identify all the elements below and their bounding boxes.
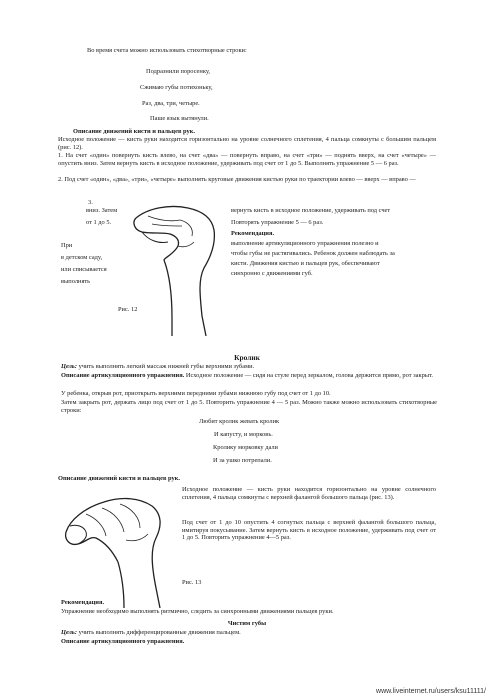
figure-caption: Рис. 12: [118, 306, 138, 313]
poem-line: Сжимаю губы потихоньку,: [140, 84, 213, 91]
poem-line: И капусту, и морковь.: [214, 431, 273, 438]
text-line: синхронно с движениями губ.: [231, 270, 313, 277]
poem-line: Паше язык вытянули.: [150, 115, 209, 122]
watermark-url: www.liveinternet.ru/users/ksu11111/: [376, 688, 486, 695]
text-line: чтобы губы не растягивались. Ребенок должен наблюдать за: [231, 250, 395, 257]
text-line: При: [61, 242, 73, 249]
hand-figure-12: [118, 196, 228, 336]
exercise-title: Чистим губы: [227, 620, 267, 627]
goal-text: учить выполнять дифференцированные движения пальцем.: [76, 629, 241, 636]
paragraph: Упражнение необходимо выполнять ритмично, следить за синхронными движениями пальцев руки.: [61, 608, 334, 615]
paragraph: 2. Под счет «один», «два», «три», «четыре» выполнять круговые движения кистью руки по траектории влево — вверх — вправо —: [58, 176, 416, 183]
text-line: или списывается: [61, 266, 107, 273]
paragraph: Затем закрыть рот, держать лицо под счет от 1 до 5. Повторить упражнение 4 — 5 раз. Можно также можно использовать стихотворные строки:: [61, 399, 437, 414]
recommend-label: Рекомендация.: [231, 230, 275, 237]
poem-line: Подразнили поросенку,: [146, 68, 210, 75]
section-heading: Описание движений кисти и пальцев рук.: [58, 475, 180, 482]
paragraph: Исходное положение — кисть руки находится горизонтально на уровне солнечного сплетения, 4 пальца сомкнуты с верхней фалангой большого пальца (рис. 13).: [182, 486, 436, 501]
description-label: Описание артикуляционного упражнения.: [61, 638, 185, 645]
hand-figure-13: [56, 484, 180, 608]
text-line: кисти. Движения кистью и пальцев рук, обеспечивают: [231, 260, 380, 267]
description-line: [61, 372, 437, 380]
list-marker: 3.: [88, 199, 93, 206]
section-heading: Описание движений кисти и пальцев рук.: [73, 128, 195, 135]
poem-line: Любит кролик жевать кролик: [199, 418, 280, 425]
text-line: вернуть кисть в исходное положение, удерживать под счет: [231, 207, 391, 214]
text-line: выполнять: [61, 278, 91, 285]
recommend-label: Рекомендация.: [61, 599, 105, 606]
paragraph: Под счет от 1 до 10 опустить 4 согнутых пальца с верхней фалангой большого пальца, имитируя покусывание. Затем вернуть кисть в исходное положение, удерживать под счет от 1 до 5. Повторить упражнение 4—5 раз.: [182, 519, 436, 542]
goal-text: учить выполнять легкий массаж нижней губы верхними зубами.: [76, 363, 255, 370]
goal-label: Цель:: [61, 629, 77, 636]
text-line: вниз. Затем: [86, 207, 118, 214]
exercise-title: Кролик: [234, 353, 260, 362]
text-line: в детском саду,: [61, 254, 103, 261]
intro-line: Во время счета можно использовать стихотворные строки:: [87, 47, 247, 54]
goal-label: Цель:: [61, 363, 77, 370]
text-line: от 1 до 5.: [86, 219, 112, 226]
goal-line: [61, 363, 437, 371]
paragraph: 1. На счет «один» повернуть кисть влево, на счет «два» — повернуть вправо, на счет «три» — поднять вверх, на счет «четыре» — опустить вниз. Затем вернуть кисть в исходное положение, удерживать под счет от 1 до 5. Выполнять упражнение 5 — 6 раз.: [58, 152, 436, 167]
poem-line: Раз, два, три, четыре.: [142, 100, 200, 107]
figure-caption: Рис. 13: [182, 579, 202, 586]
description-label: Описание артикуляционного упражнения.: [61, 372, 185, 379]
paragraph: У ребенка, открыв рот, приоткрыть верхними передними зубами нижнюю губу под счет от 1 до 10.: [61, 390, 331, 397]
text-line: Повторять упражнение 5 — 6 раз.: [231, 219, 324, 226]
text-line: выполнение артикуляционного упражнения полезно и: [231, 240, 379, 247]
description-text: Исходное положение — сидя на стуле перед зеркалом, голова держится прямо, рот закрыт.: [184, 372, 433, 379]
poem-line: И за ушко потрепали.: [213, 457, 272, 464]
paragraph: Исходное положение — кисть руки находится горизонтально на уровне солнечного сплетения, 4 пальца сомкнуты с большим пальцем (рис. 12).: [58, 136, 436, 151]
goal-line: [61, 629, 437, 637]
poem-line: Кролику морковку дали: [213, 444, 278, 451]
